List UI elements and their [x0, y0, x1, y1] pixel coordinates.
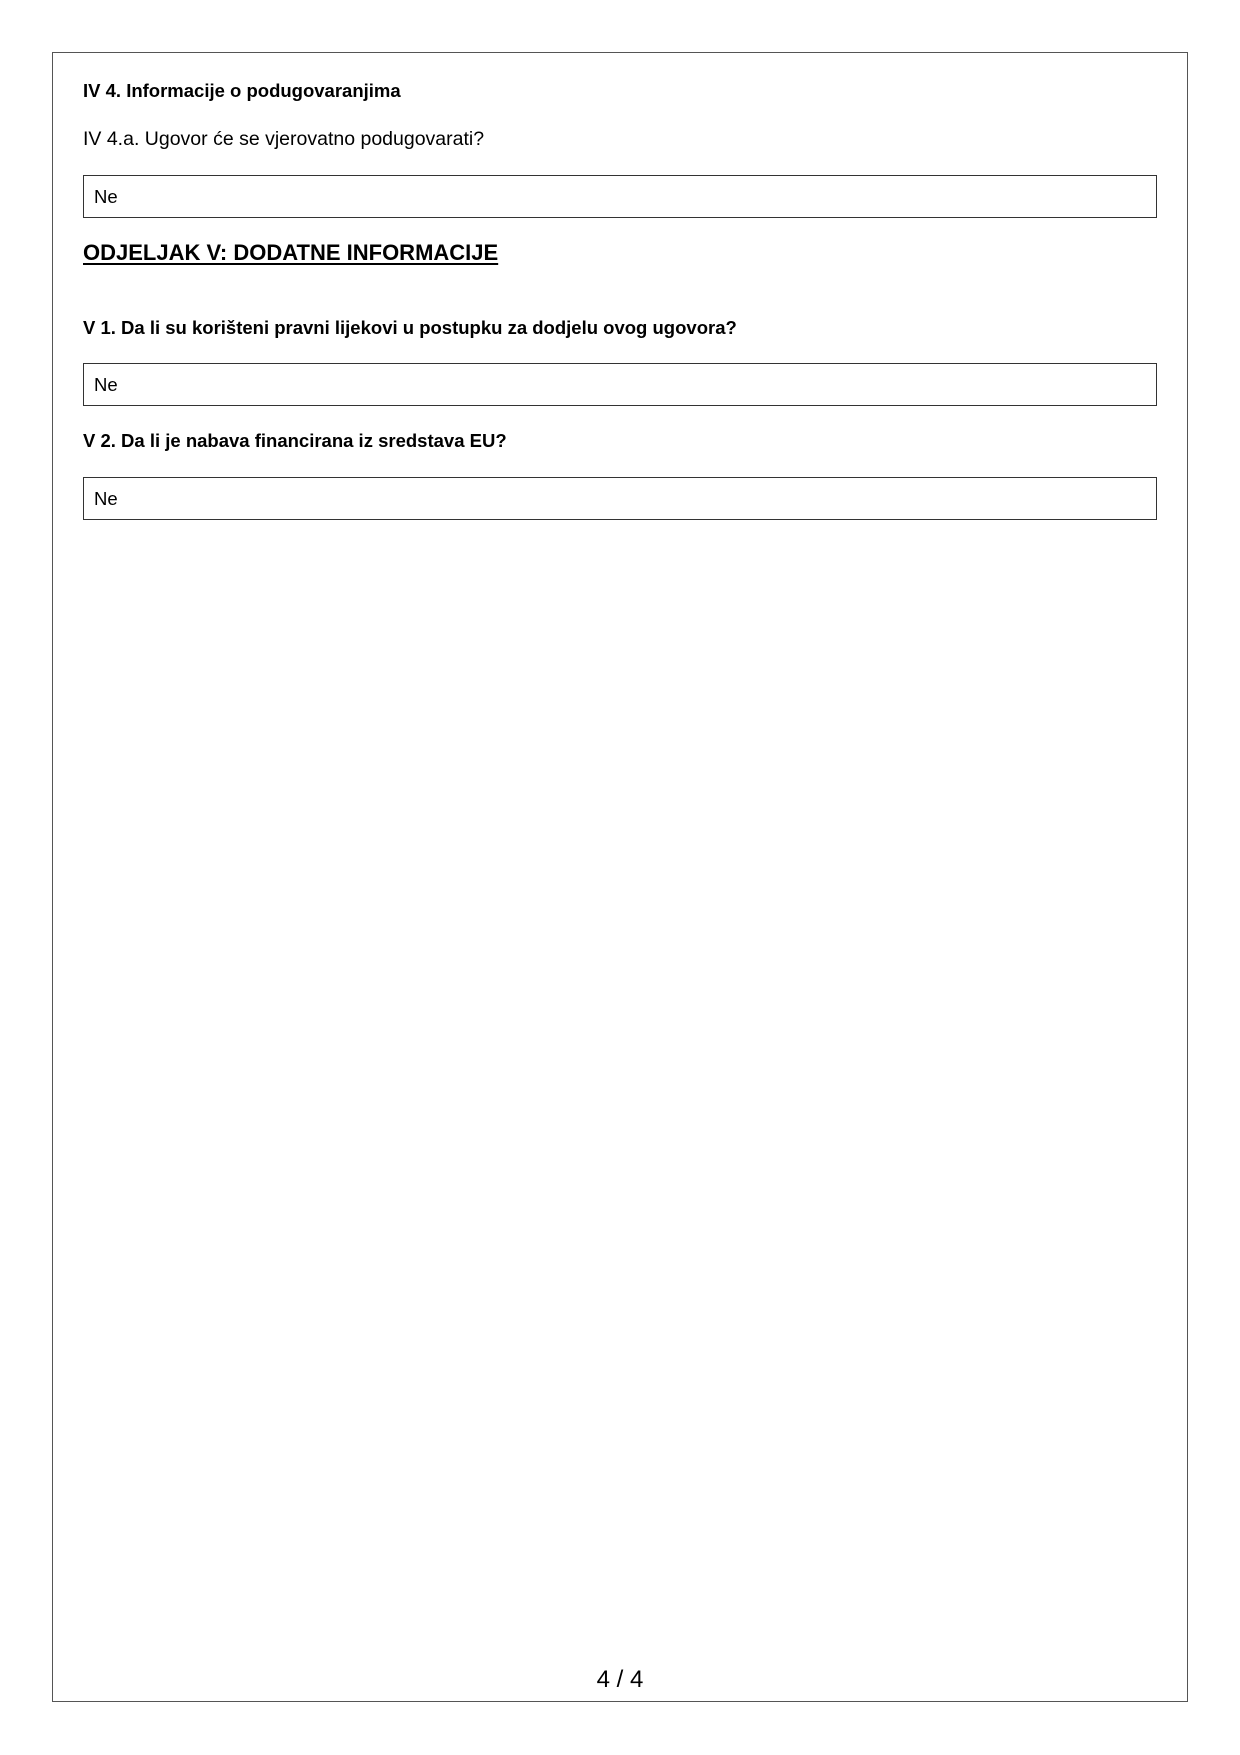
page-number: 4 / 4: [596, 1666, 644, 1693]
subcontracting-answer-value: Ne: [94, 185, 118, 207]
subcontracting-answer-field: [83, 175, 1157, 218]
subcontracting-question: IV 4.a. Ugovor će se vjerovatno podugovarati?: [83, 128, 485, 150]
eu-funding-question: V 2. Da li je nabava financirana iz sredstava EU?: [83, 430, 507, 451]
page-frame: [52, 52, 1188, 1702]
legal-remedies-answer-value: Ne: [94, 373, 118, 395]
legal-remedies-answer-field: [83, 363, 1157, 406]
section-v-title: ODJELJAK V: DODATNE INFORMACIJE: [83, 240, 499, 265]
subcontracting-heading: IV 4. Informacije o podugovaranjima: [83, 80, 401, 101]
legal-remedies-question: V 1. Da li su korišteni pravni lijekovi u postupku za dodjelu ovog ugovora?: [83, 317, 737, 338]
eu-funding-answer-field: [83, 477, 1157, 520]
eu-funding-answer-value: Ne: [94, 487, 118, 509]
